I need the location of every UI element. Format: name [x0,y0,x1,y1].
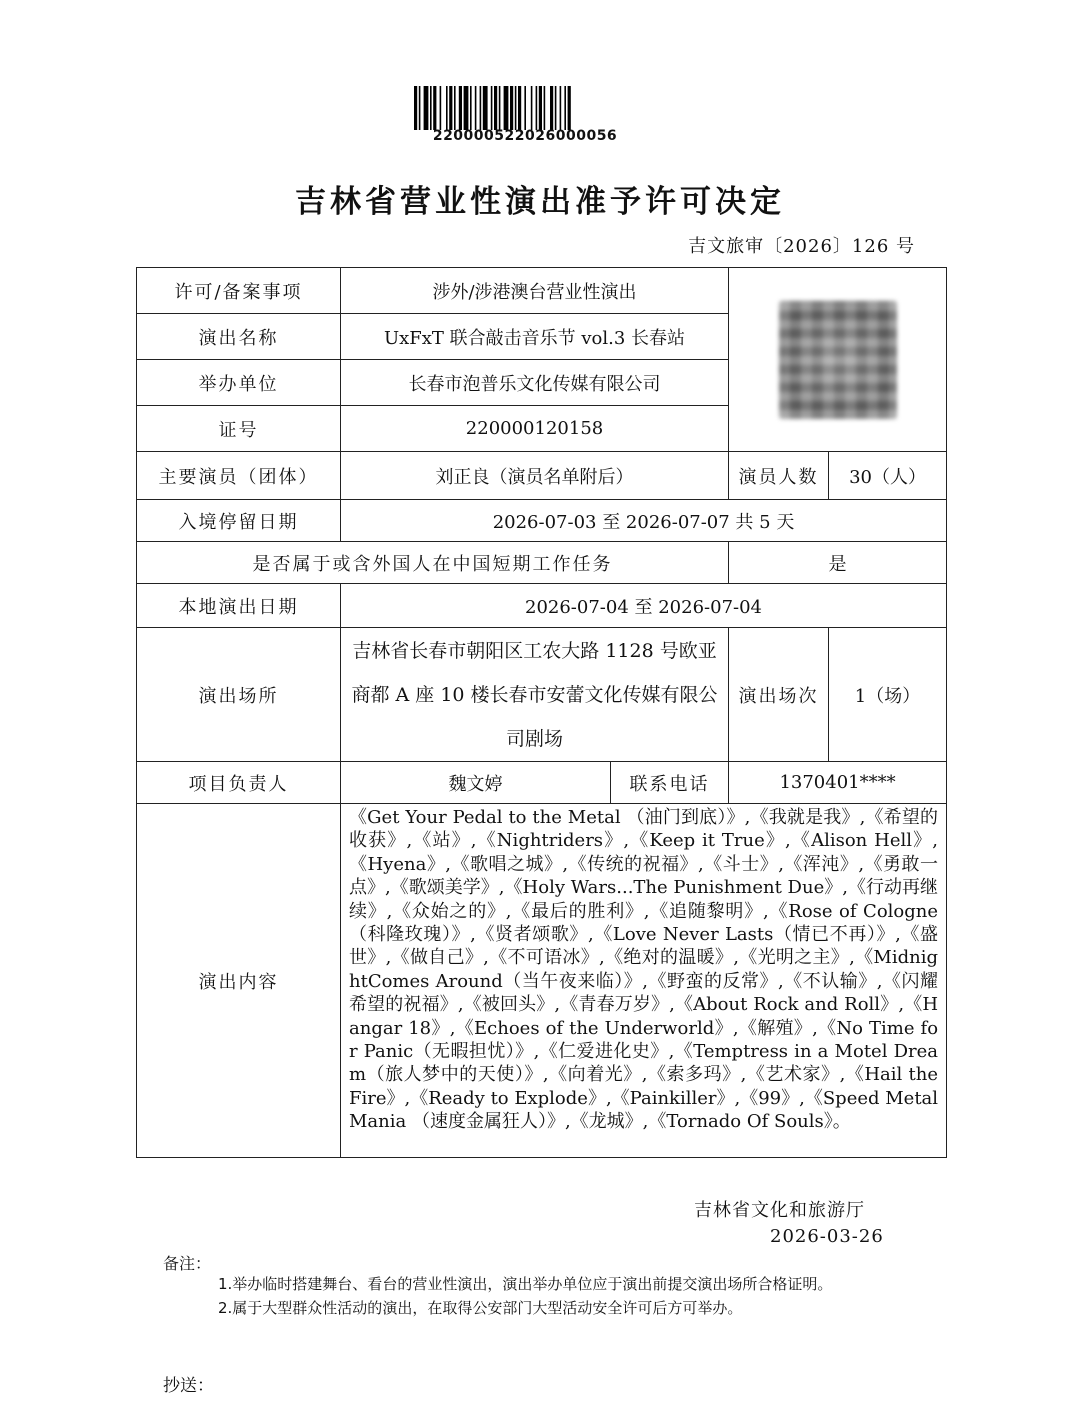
permit-item-label: 许可/备案事项 [137,268,341,314]
sessions-value: 1（场） [829,628,947,762]
permit-item-value: 涉外/涉港澳台营业性演出 [341,268,729,314]
foreign-work-label: 是否属于或含外国人在中国短期工作任务 [137,542,729,584]
issuer-name: 吉林省文化和旅游厅 [694,1200,865,1221]
table-row [137,500,947,542]
phone-label: 联系电话 [611,762,729,804]
entry-date-value: 2026-07-03 至 2026-07-07 共 5 天 [341,500,947,542]
content-label: 演出内容 [137,804,341,1158]
show-name-value: UxFxT 联合敲击音乐节 vol.3 长春站 [341,314,729,360]
performers-label: 主要演员（团体） [137,452,341,500]
table-row [137,452,947,500]
performers-value: 刘正良（演员名单附后） [341,452,729,500]
cc-label: 抄送： [163,1376,214,1396]
page-title: 吉林省营业性演出准予许可决定 [295,184,785,220]
manager-label: 项目负责人 [137,762,341,804]
note-item: 1.举办临时搭建舞台、看台的营业性演出，演出举办单位应于演出前提交演出场所合格证明。 [218,1275,833,1293]
table-row [137,762,947,804]
venue-value: 吉林省长春市朝阳区工农大路 1128 号欧亚商都 A 座 10 楼长春市安蕾文化传媒有限公司剧场 [341,628,729,762]
document-number: 吉文旅审〔2026〕126 号 [688,236,915,257]
qr-code-cell [729,268,947,452]
cert-number-label: 证号 [137,406,341,452]
performer-count-label: 演员人数 [729,452,829,500]
permit-table [136,267,947,1158]
notes-label: 备注： [163,1254,212,1273]
local-date-value: 2026-07-04 至 2026-07-04 [341,584,947,628]
phone-value: 1370401**** [729,762,947,804]
table-row [137,542,947,584]
barcode-number: 220000522026000056 [432,128,618,144]
organizer-label: 举办单位 [137,360,341,406]
table-row [137,268,947,314]
cert-number-value: 220000120158 [341,406,729,452]
content-value: 《Get Your Pedal to the Metal （油门到底）》,《我就是我》,《希望的收获》,《站》,《Nightriders》,《Keep it True》,《Alison Hell》,《Hyena》,《歌唱之城》,《传统的祝福》,《斗士》,《浑沌》,《勇敢一点》,《歌颂美学》,《Holy Wars...The Punishment Due》,《行动再继续》,《众始之的》,《最后的胜利》,《追随黎明》,《Rose of Cologne（科隆玫瑰）》,《贤者颂歌》,《Love Never Lasts（情已不再）》,《盛世》,《做自己》,《不可语冰》,《绝对的温暖》,《光明之主》,《MidnightComes Around（当午夜来临）》,《野蛮的反常》,《不认输》,《闪耀希望的祝福》,《被回头》,《青春万岁》,《About Rock and Roll》,《Hangar 18》,《Echoes of the Underworld》,《解殖》,《No Time for Panic（无暇担忧）》,《仁爱进化史》,《Temptress in a Motel Dream（旅人梦中的天使）》,《向着光》,《索多玛》,《艺术家》,《Hail the Fire》,《Ready to Explode》,《Painkiller》,《99》,《Speed Metal Mania （速度金属狂人）》,《龙城》,《Tornado Of Souls》。 [341,804,947,1158]
organizer-value: 长春市泡普乐文化传媒有限公司 [341,360,729,406]
table-row [137,584,947,628]
venue-label: 演出场所 [137,628,341,762]
issue-date: 2026-03-26 [770,1226,884,1247]
show-name-label: 演出名称 [137,314,341,360]
table-row [137,628,947,762]
manager-value: 魏文婷 [341,762,611,804]
notes-list [218,1272,832,1320]
note-item: 2.属于大型群众性活动的演出，在取得公安部门大型活动安全许可后方可举办。 [218,1299,743,1317]
entry-date-label: 入境停留日期 [137,500,341,542]
barcode-image [414,86,636,130]
table-row [137,804,947,1158]
local-date-label: 本地演出日期 [137,584,341,628]
qr-code [779,301,897,419]
foreign-work-value: 是 [729,542,947,584]
sessions-label: 演出场次 [729,628,829,762]
performer-count-value: 30（人） [829,452,947,500]
